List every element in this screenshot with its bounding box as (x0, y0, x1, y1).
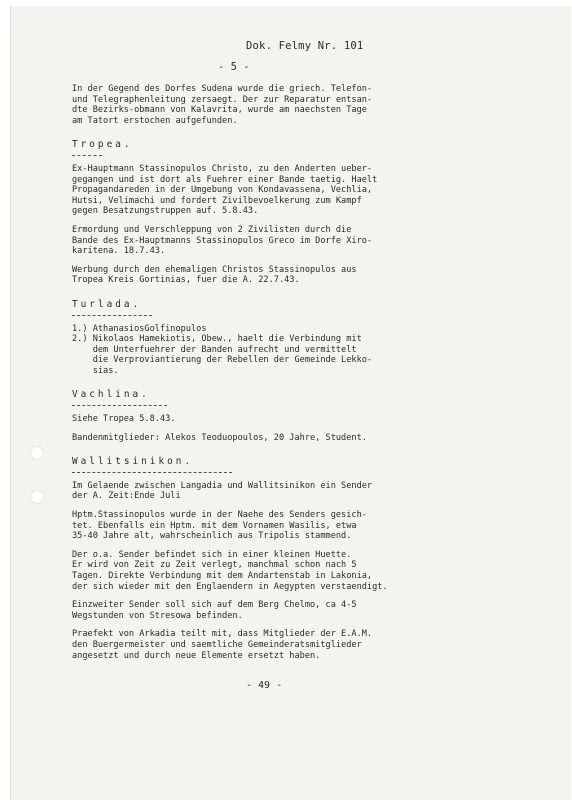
section-heading: Tropea. (72, 139, 133, 151)
text-line: Propagandareden in der Umgebung von Kondavassena, Vechlia, (72, 185, 373, 196)
paragraph (72, 265, 452, 286)
paragraph (72, 481, 452, 502)
text-line: Im Gelaende zwischen Langadia und Wallitsinikon ein Sender (72, 480, 373, 491)
text-line: Tropea Kreis Gortinias, fuer die A. 22.7.43. (72, 275, 300, 286)
text-line: Werbung durch den ehemaligen Christos Stassinopulos aus (72, 264, 357, 275)
section-heading: Turlada. (72, 298, 142, 310)
paragraph (72, 600, 452, 621)
paragraph (72, 225, 452, 257)
section-heading: Vachlina. (72, 389, 150, 401)
text-line: Praefekt von Arkadia teilt mit, dass Mitglieder der E.A.M. (72, 629, 373, 640)
section-vachlina (72, 384, 452, 443)
page-number: - 49 - (246, 680, 283, 691)
text-line: Bande des Ex-Hauptmanns Stassinopulos Greco im Dorfe Xiro- (72, 235, 373, 246)
text-line: sias. (72, 365, 119, 376)
text-line: gegangen und ist dort als Fuehrer einer Bande taetig. Haelt (72, 174, 378, 185)
section-turlada (72, 294, 452, 377)
paragraph (72, 414, 452, 425)
text-line: Ermordung und Verschleppung von 2 Zivilisten durch die (72, 224, 352, 235)
heading-underline (72, 472, 232, 473)
page-marker: - 5 - (218, 61, 250, 73)
document-body (72, 84, 452, 669)
text-line: Siehe Tropea 5.8.43. (72, 414, 176, 425)
text-line: dte Bezirks-obmann von Kalavrita, wurde am naechsten Tage (72, 105, 367, 116)
section-heading: Wallitsinikon. (72, 456, 194, 468)
text-line: den Buergermeister und saemtliche Gemeinderatsmitglieder (72, 639, 362, 650)
text-line: 2.) Nikolaos Hamekiotis, Obew., haelt die Verbindung mit (72, 334, 362, 345)
text-line: gegen Besatzungstruppen auf. 5.8.43. (72, 206, 259, 217)
text-line: tet. Ebenfalls ein Hptm. mit dem Vornamen Wasilis, etwa (72, 520, 357, 531)
text-line: Wegstunden von Stresowa befinden. (72, 610, 243, 621)
text-line: In der Gegend des Dorfes Sudena wurde die griech. Telefon- (72, 84, 373, 94)
document-reference: Dok. Felmy Nr. 101 (246, 40, 364, 52)
section-wallitsinikon (72, 451, 452, 661)
heading-underline (72, 405, 167, 406)
text-line: 35-40 Jahre alt, wahrscheinlich aus Tripolis stammend. (72, 531, 352, 542)
text-line: karitena. 18.7.43. (72, 246, 166, 257)
text-line: dem Unterfuehrer der Banden aufrecht und vermittelt (72, 344, 357, 355)
paragraph (72, 629, 452, 661)
heading-underline (72, 155, 102, 156)
paragraph (72, 510, 452, 542)
paragraph (72, 550, 452, 592)
paragraph (72, 164, 452, 217)
heading-underline (72, 315, 152, 316)
punch-hole (30, 446, 44, 460)
text-line: der A. Zeit:Ende Juli (72, 491, 181, 502)
text-line: Ex-Hauptmann Stassinopulos Christo, zu den Anderten ueber- (72, 163, 373, 174)
text-line: Hutsi, Velimachi und fordert Zivilbevoelkerung zum Kampf (72, 195, 362, 206)
punch-hole (30, 490, 44, 504)
intro-paragraph (72, 84, 452, 126)
text-line: der sich wieder mit den Englaendern in Aegypten verstaendigt. (72, 581, 388, 592)
paragraph (72, 324, 452, 377)
paragraph (72, 433, 452, 444)
text-line: Bandenmitglieder: Alekos Teoduopoulos, 20 Jahre, Student. (72, 432, 367, 443)
section-tropea (72, 134, 452, 286)
text-line: Hptm.Stassinopulos wurde in der Naehe des Senders gesich- (72, 510, 367, 521)
text-line: und Telegraphenleitung zersaegt. Der zur Reparatur entsan- (72, 94, 373, 105)
text-line: Er wird von Zeit zu Zeit verlegt, manchmal schon nach 5 (72, 560, 357, 571)
text-line: 1.) AthanasiosGolfinopulos (72, 323, 207, 334)
text-line: Tagen. Direkte Verbindung mit dem Andartenstab in Lakonia, (72, 571, 373, 581)
text-line: die Verproviantierung der Rebellen der Gemeinde Lekko- (72, 355, 373, 366)
text-line: am Tatort erstochen aufgefunden. (72, 115, 238, 126)
text-line: Einzweiter Sender soll sich auf dem Berg Chelmo, ca 4-5 (72, 600, 357, 611)
text-line: Der o.a. Sender befindet sich in einer kleinen Huette. (72, 549, 352, 560)
text-line: angesetzt und durch neue Elemente ersetzt haben. (72, 650, 321, 661)
